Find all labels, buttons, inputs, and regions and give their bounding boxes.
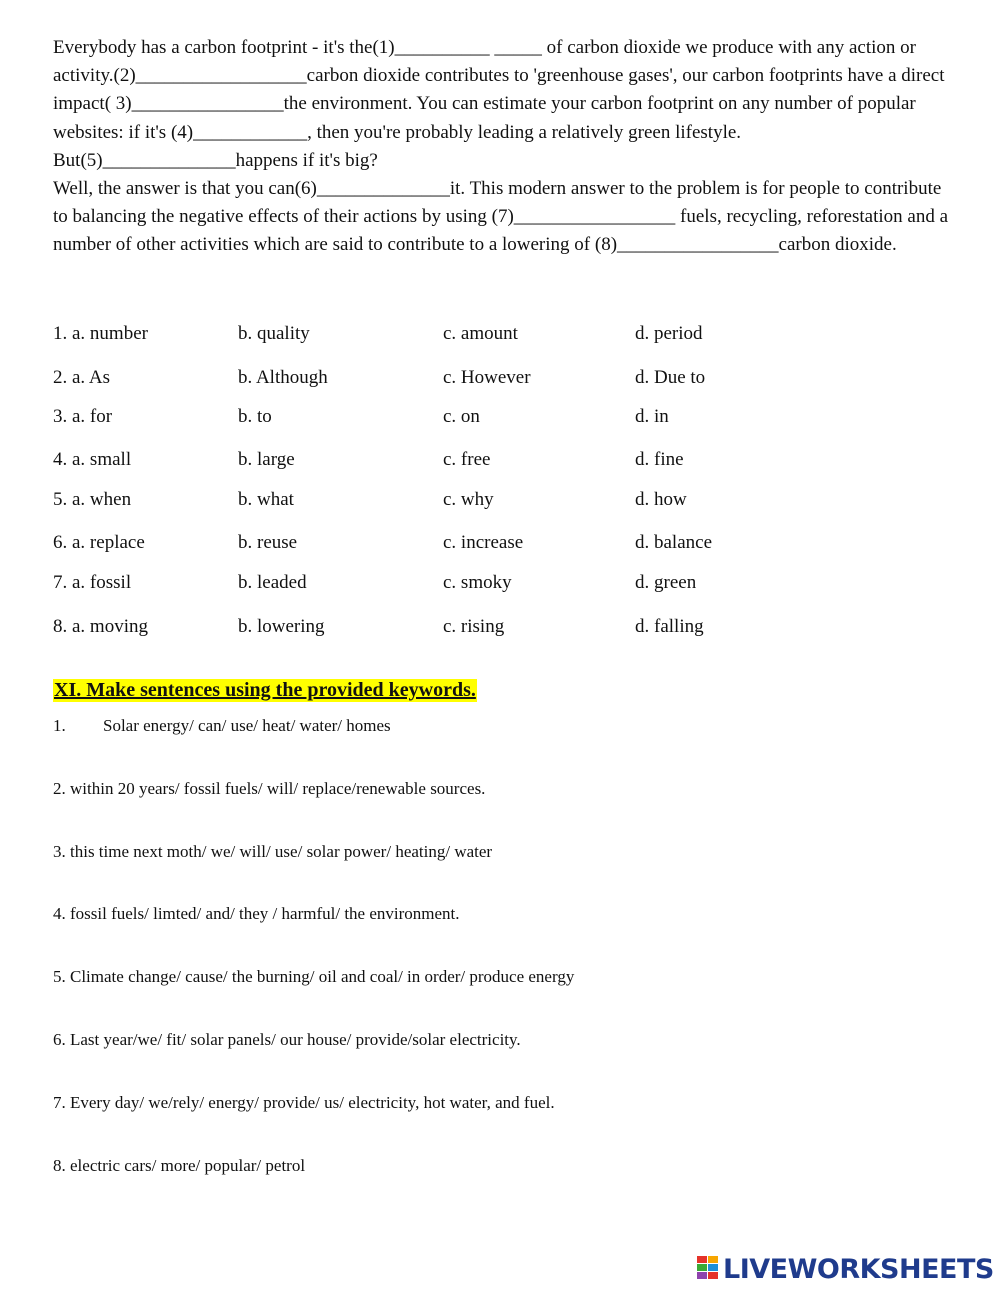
task-item-3: [53, 842, 492, 862]
option-c: c. However: [443, 367, 531, 388]
option-c: c. increase: [443, 532, 524, 553]
option-a: 7. a. fossil: [53, 572, 132, 593]
option-c: c. rising: [443, 616, 505, 637]
task-item-2: [53, 779, 485, 799]
option-b: b. what: [238, 489, 294, 510]
task-text: 5. Climate change/ cause/ the burning/ oil and coal/ in order/ produce energy: [53, 967, 575, 986]
option-b: b. reuse: [238, 532, 298, 553]
option-c: c. amount: [443, 323, 518, 344]
option-d: d. fine: [635, 449, 684, 470]
option-c: c. why: [443, 489, 494, 510]
logo-text: LIVEWORKSHEETS: [723, 1254, 994, 1285]
option-row-7: [53, 572, 853, 598]
option-a: 4. a. small: [53, 449, 132, 470]
option-row-2: [53, 367, 853, 393]
option-b: b. to: [238, 406, 272, 427]
task-text: 3. this time next moth/ we/ will/ use/ solar power/ heating/ water: [53, 842, 493, 861]
option-a: 8. a. moving: [53, 616, 148, 637]
option-a: 1. a. number: [53, 323, 148, 344]
option-b: b. Although: [238, 367, 328, 388]
option-d: d. period: [635, 323, 703, 344]
option-d: d. Due to: [635, 367, 706, 388]
option-a: 5. a. when: [53, 489, 132, 510]
option-d: d. green: [635, 572, 697, 593]
option-row-5: [53, 489, 853, 515]
option-b: b. large: [238, 449, 295, 470]
task-item-1: [53, 716, 391, 736]
task-text: 2. within 20 years/ fossil fuels/ will/ replace/renewable sources.: [53, 779, 486, 798]
option-c: c. smoky: [443, 572, 512, 593]
option-d: d. falling: [635, 616, 704, 637]
task-item-5: [53, 967, 574, 987]
option-row-6: [53, 532, 853, 558]
task-item-7: [53, 1093, 555, 1113]
section-heading: XI. Make sentences using the provided keywords.: [54, 679, 476, 701]
task-item-6: [53, 1030, 521, 1050]
reading-passage: [53, 34, 953, 260]
option-a: 2. a. As: [53, 367, 110, 388]
passage-paragraph-2: Well, the answer is that you can(6)______________it. This modern answer to the problem is for people to contribute to balancing the negative effects of their actions by using (7)_________________ fuels, recycling, reforestation and a number of other activities which are said to contribute to a lowering of (8)_________________carbon dioxide.: [53, 178, 949, 256]
task-text: 4. fossil fuels/ limted/ and/ they / harmful/ the environment.: [53, 904, 460, 923]
task-text: 8. electric cars/ more/ popular/ petrol: [53, 1156, 306, 1175]
task-text: Solar energy/ can/ use/ heat/ water/ homes: [103, 716, 391, 735]
option-row-4: [53, 449, 853, 475]
option-b: b. quality: [238, 323, 310, 344]
task-text: 6. Last year/we/ fit/ solar panels/ our house/ provide/solar electricity.: [53, 1030, 521, 1049]
option-c: c. free: [443, 449, 491, 470]
option-row-1: [53, 323, 853, 349]
option-row-3: [53, 406, 853, 432]
passage-paragraph-1: Everybody has a carbon footprint - it's the(1)__________ _____ of carbon dioxide we produce with any action or activity.(2)__________________carbon dioxide contributes to 'greenhouse gases', our carbon footprints have a direct impact( 3)________________the environment. You can estimate your carbon footprint on any number of popular websites: if it's (4)____________, then you're probably leading a relatively green lifestyle. But(5)______________happens if it's big?: [53, 37, 945, 171]
liveworksheets-logo-icon: [697, 1256, 721, 1284]
option-d: d. in: [635, 406, 669, 427]
option-a: 3. a. for: [53, 406, 113, 427]
option-b: b. lowering: [238, 616, 325, 637]
task-text: 7. Every day/ we/rely/ energy/ provide/ us/ electricity, hot water, and fuel.: [53, 1093, 555, 1112]
task-item-8: [53, 1156, 305, 1176]
option-a: 6. a. replace: [53, 532, 145, 553]
option-row-8: [53, 616, 853, 642]
option-b: b. leaded: [238, 572, 307, 593]
option-d: d. balance: [635, 532, 713, 553]
option-c: c. on: [443, 406, 480, 427]
option-d: d. how: [635, 489, 687, 510]
task-item-4: [53, 904, 460, 924]
liveworksheets-logo: [697, 1254, 994, 1286]
task-number: 1.: [53, 716, 66, 735]
